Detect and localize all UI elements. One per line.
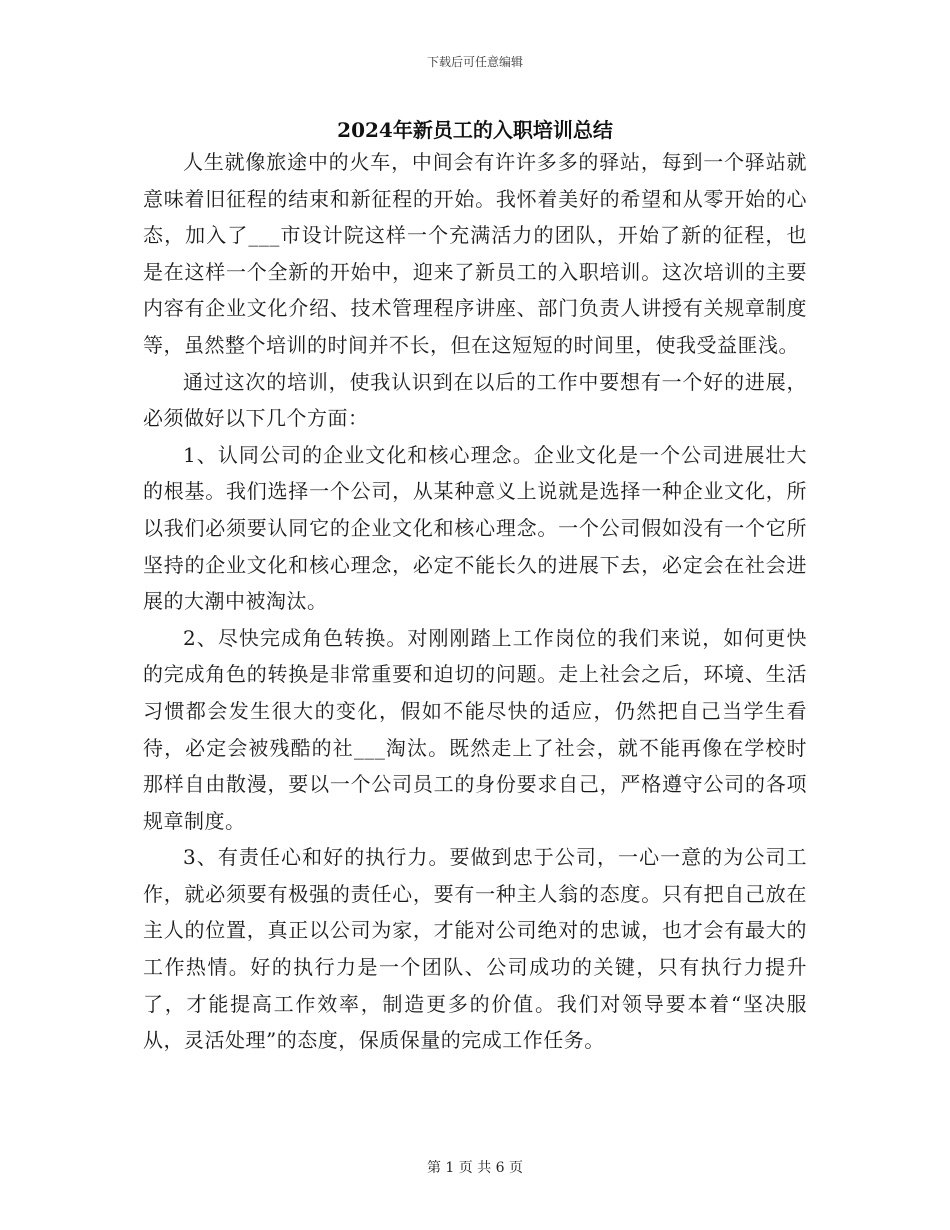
- paragraph-summary-lead: 通过这次的培训，使我认识到在以后的工作中要想有一个好的进展，必须做好以下几个方面：: [143, 369, 807, 431]
- page-number-footer: 第 1 页 共 6 页: [426, 1160, 524, 1176]
- paragraph-point-2: 2、尽快完成角色转换。对刚刚踏上工作岗位的我们来说，如何更快的完成角色的转换是非常重要和迫切的问题。走上社会之后，环境、生活习惯都会发生很大的变化，假如不能尽快的适应，仍然把自己当学生看待，必定会被残酷的社___淘汰。既然走上了社会，就不能再像在学校时那样自由散漫，要以一个公司员工的身份要求自己，严格遵守公司的各项规章制度。: [143, 625, 807, 833]
- paragraph-point-3: 3、有责任心和好的执行力。要做到忠于公司，一心一意的为公司工作，就必须要有极强的责任心，要有一种主人翁的态度。只有把自己放在主人的位置，真正以公司为家，才能对公司绝对的忠诚，也才会有最大的工作热情。好的执行力是一个团队、公司成功的关键，只有执行力提升了，才能提高工作效率，制造更多的价值。我们对领导要本着“坚决服从，灵活处理”的态度，保质保量的完成工作任务。: [143, 845, 807, 1053]
- document-body: [143, 144, 807, 1059]
- document-title: 2024年新员工的入职培训总结: [337, 118, 613, 142]
- page-header-note: 下载后可任意编辑: [426, 55, 523, 69]
- paragraph-point-1: 1、认同公司的企业文化和核心理念。企业文化是一个公司进展壮大的根基。我们选择一个公司，从某种意义上说就是选择一种企业文化，所以我们必须要认同它的企业文化和核心理念。一个公司假如没有一个它所坚持的企业文化和核心理念，必定不能长久的进展下去，必定会在社会进展的大潮中被淘汰。: [143, 442, 807, 614]
- paragraph-intro: 人生就像旅途中的火车，中间会有许许多多的驿站，每到一个驿站就意味着旧征程的结束和新征程的开始。我怀着美好的希望和从零开始的心态，加入了___市设计院这样一个充满活力的团队，开始了新的征程，也是在这样一个全新的开始中，迎来了新员工的入职培训。这次培训的主要内容有企业文化介绍、技术管理程序讲座、部门负责人讲授有关规章制度等，虽然整个培训的时间并不长，但在这短短的时间里，使我受益匪浅。: [143, 150, 807, 357]
